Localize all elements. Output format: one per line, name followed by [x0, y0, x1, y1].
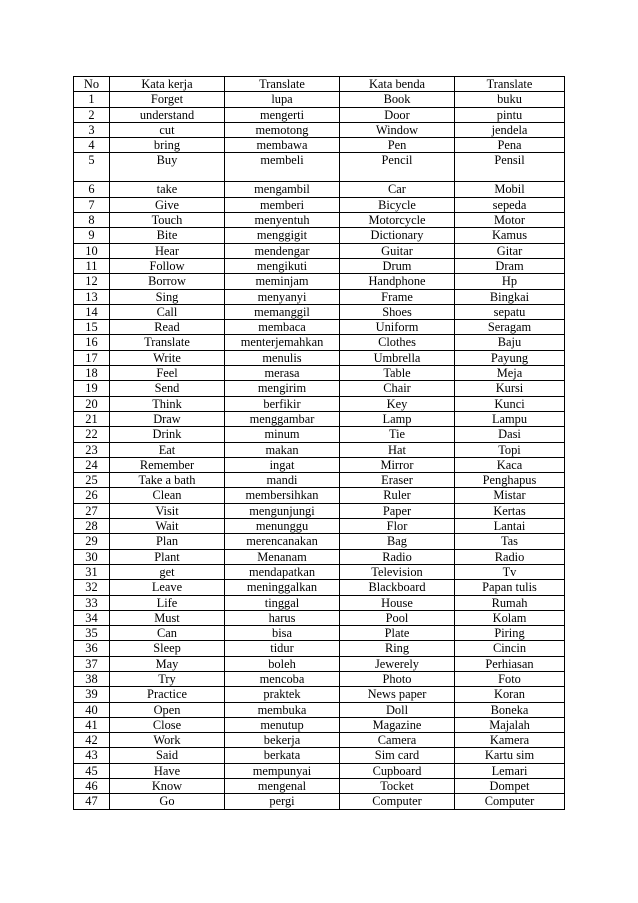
cell-noun: Umbrella — [340, 350, 455, 365]
header-noun-translate: Translate — [455, 77, 565, 92]
cell-verb-translate: meminjam — [225, 274, 340, 289]
cell-noun: Computer — [340, 794, 455, 809]
cell-noun: Uniform — [340, 320, 455, 335]
cell-noun: Radio — [340, 549, 455, 564]
cell-no: 35 — [74, 626, 110, 641]
cell-noun: Photo — [340, 671, 455, 686]
cell-verb: Sleep — [110, 641, 225, 656]
cell-noun-translate: Rumah — [455, 595, 565, 610]
cell-no: 6 — [74, 182, 110, 197]
vocabulary-table — [73, 76, 565, 810]
cell-verb: Draw — [110, 411, 225, 426]
cell-verb: Practice — [110, 687, 225, 702]
cell-no: 8 — [74, 213, 110, 228]
cell-noun-translate: sepeda — [455, 197, 565, 212]
cell-no: 17 — [74, 350, 110, 365]
cell-verb-translate: boleh — [225, 656, 340, 671]
table-row — [74, 656, 565, 671]
cell-verb: Call — [110, 304, 225, 319]
cell-verb: Can — [110, 626, 225, 641]
cell-verb-translate: menutup — [225, 717, 340, 732]
cell-no: 15 — [74, 320, 110, 335]
cell-no: 29 — [74, 534, 110, 549]
cell-noun: Doll — [340, 702, 455, 717]
cell-noun: Table — [340, 366, 455, 381]
cell-noun-translate: Payung — [455, 350, 565, 365]
cell-verb-translate: menulis — [225, 350, 340, 365]
cell-verb-translate: membawa — [225, 138, 340, 153]
cell-noun: Jewerely — [340, 656, 455, 671]
cell-noun-translate: sepatu — [455, 304, 565, 319]
table-row — [74, 274, 565, 289]
cell-no: 10 — [74, 243, 110, 258]
cell-verb-translate: mengirim — [225, 381, 340, 396]
cell-verb-translate: membuka — [225, 702, 340, 717]
cell-verb: Close — [110, 717, 225, 732]
cell-noun: Ruler — [340, 488, 455, 503]
cell-noun-translate: Perhiasan — [455, 656, 565, 671]
cell-noun: Tocket — [340, 779, 455, 794]
cell-noun-translate: Computer — [455, 794, 565, 809]
cell-verb: Eat — [110, 442, 225, 457]
table-body — [74, 92, 565, 809]
table-row — [74, 335, 565, 350]
cell-noun-translate: Gitar — [455, 243, 565, 258]
table-row — [74, 427, 565, 442]
cell-noun: Lamp — [340, 411, 455, 426]
cell-verb-translate: mengikuti — [225, 258, 340, 273]
cell-verb: Borrow — [110, 274, 225, 289]
cell-verb: Think — [110, 396, 225, 411]
cell-noun-translate: Tas — [455, 534, 565, 549]
cell-verb: Plan — [110, 534, 225, 549]
cell-no: 12 — [74, 274, 110, 289]
cell-verb: Forget — [110, 92, 225, 107]
table-row — [74, 381, 565, 396]
cell-noun-translate: Motor — [455, 213, 565, 228]
cell-verb: cut — [110, 122, 225, 137]
cell-verb-translate: mendengar — [225, 243, 340, 258]
cell-verb-translate: menggigit — [225, 228, 340, 243]
cell-verb-translate: tinggal — [225, 595, 340, 610]
cell-verb-translate: mengunjungi — [225, 503, 340, 518]
cell-noun-translate: Penghapus — [455, 473, 565, 488]
cell-verb: Buy — [110, 153, 225, 182]
cell-noun-translate: Mobil — [455, 182, 565, 197]
cell-noun-translate: Piring — [455, 626, 565, 641]
cell-noun-translate: Bingkai — [455, 289, 565, 304]
table-row — [74, 442, 565, 457]
table-row — [74, 671, 565, 686]
cell-noun-translate: Kertas — [455, 503, 565, 518]
cell-verb-translate: menyentuh — [225, 213, 340, 228]
cell-verb-translate: meninggalkan — [225, 580, 340, 595]
cell-no: 19 — [74, 381, 110, 396]
table-row — [74, 411, 565, 426]
cell-noun-translate: Kamera — [455, 733, 565, 748]
cell-noun-translate: Foto — [455, 671, 565, 686]
cell-noun-translate: Majalah — [455, 717, 565, 732]
cell-no: 47 — [74, 794, 110, 809]
cell-no: 31 — [74, 564, 110, 579]
cell-verb-translate: mandi — [225, 473, 340, 488]
cell-noun: House — [340, 595, 455, 610]
table-row — [74, 794, 565, 809]
cell-verb: Hear — [110, 243, 225, 258]
table-row — [74, 289, 565, 304]
table-row — [74, 213, 565, 228]
cell-no: 46 — [74, 779, 110, 794]
cell-noun: Window — [340, 122, 455, 137]
cell-noun: Motorcycle — [340, 213, 455, 228]
cell-no: 2 — [74, 107, 110, 122]
cell-no: 26 — [74, 488, 110, 503]
cell-no: 18 — [74, 366, 110, 381]
cell-noun: Clothes — [340, 335, 455, 350]
cell-noun-translate: Kamus — [455, 228, 565, 243]
table-row — [74, 138, 565, 153]
cell-noun-translate: Radio — [455, 549, 565, 564]
cell-no: 45 — [74, 763, 110, 778]
cell-verb: Clean — [110, 488, 225, 503]
cell-verb-translate: bisa — [225, 626, 340, 641]
cell-verb: Visit — [110, 503, 225, 518]
table-row — [74, 488, 565, 503]
table-row — [74, 503, 565, 518]
cell-noun-translate: Kursi — [455, 381, 565, 396]
cell-verb: Plant — [110, 549, 225, 564]
cell-verb: Give — [110, 197, 225, 212]
cell-no: 32 — [74, 580, 110, 595]
cell-verb: Bite — [110, 228, 225, 243]
table-row — [74, 779, 565, 794]
cell-verb-translate: lupa — [225, 92, 340, 107]
header-no: No — [74, 77, 110, 92]
cell-verb-translate: memotong — [225, 122, 340, 137]
cell-noun-translate: Baju — [455, 335, 565, 350]
cell-no: 33 — [74, 595, 110, 610]
header-noun: Kata benda — [340, 77, 455, 92]
table-row — [74, 320, 565, 335]
table-row — [74, 107, 565, 122]
cell-noun-translate: Papan tulis — [455, 580, 565, 595]
cell-no: 40 — [74, 702, 110, 717]
cell-verb-translate: memberi — [225, 197, 340, 212]
table-row — [74, 687, 565, 702]
cell-verb: Try — [110, 671, 225, 686]
cell-verb-translate: mendapatkan — [225, 564, 340, 579]
cell-noun: Pencil — [340, 153, 455, 182]
table-row — [74, 396, 565, 411]
cell-noun: Frame — [340, 289, 455, 304]
cell-no: 34 — [74, 610, 110, 625]
cell-verb-translate: memanggil — [225, 304, 340, 319]
header-verb: Kata kerja — [110, 77, 225, 92]
cell-noun: Pen — [340, 138, 455, 153]
cell-no: 23 — [74, 442, 110, 457]
cell-no: 24 — [74, 457, 110, 472]
cell-noun-translate: Lantai — [455, 519, 565, 534]
cell-noun-translate: Lampu — [455, 411, 565, 426]
table-row — [74, 595, 565, 610]
cell-noun: Magazine — [340, 717, 455, 732]
cell-noun: Car — [340, 182, 455, 197]
cell-noun: Chair — [340, 381, 455, 396]
table-row — [74, 92, 565, 107]
table-row — [74, 153, 565, 182]
cell-verb: May — [110, 656, 225, 671]
cell-noun-translate: Topi — [455, 442, 565, 457]
cell-no: 28 — [74, 519, 110, 534]
cell-no: 37 — [74, 656, 110, 671]
cell-noun-translate: Tv — [455, 564, 565, 579]
cell-verb-translate: berfikir — [225, 396, 340, 411]
cell-noun-translate: Dompet — [455, 779, 565, 794]
cell-noun: Bicycle — [340, 197, 455, 212]
table-row — [74, 243, 565, 258]
cell-no: 30 — [74, 549, 110, 564]
cell-verb: Wait — [110, 519, 225, 534]
table-row — [74, 519, 565, 534]
cell-verb: take — [110, 182, 225, 197]
table-row — [74, 534, 565, 549]
cell-noun: Ring — [340, 641, 455, 656]
cell-verb-translate: minum — [225, 427, 340, 442]
table-row — [74, 258, 565, 273]
cell-noun-translate: buku — [455, 92, 565, 107]
cell-noun: Plate — [340, 626, 455, 641]
table-row — [74, 580, 565, 595]
cell-noun: Key — [340, 396, 455, 411]
cell-verb-translate: tidur — [225, 641, 340, 656]
cell-verb: Go — [110, 794, 225, 809]
table-row — [74, 641, 565, 656]
table-row — [74, 763, 565, 778]
cell-no: 11 — [74, 258, 110, 273]
table-row — [74, 564, 565, 579]
cell-no: 22 — [74, 427, 110, 442]
cell-noun: Eraser — [340, 473, 455, 488]
cell-no: 38 — [74, 671, 110, 686]
cell-noun: Dictionary — [340, 228, 455, 243]
cell-noun-translate: Pena — [455, 138, 565, 153]
cell-verb: Drink — [110, 427, 225, 442]
cell-verb: Remember — [110, 457, 225, 472]
cell-noun: News paper — [340, 687, 455, 702]
cell-verb: bring — [110, 138, 225, 153]
cell-noun-translate: Boneka — [455, 702, 565, 717]
cell-noun: Pool — [340, 610, 455, 625]
table-row — [74, 702, 565, 717]
cell-no: 14 — [74, 304, 110, 319]
table-row — [74, 366, 565, 381]
cell-verb: get — [110, 564, 225, 579]
cell-noun: Blackboard — [340, 580, 455, 595]
cell-noun-translate: Meja — [455, 366, 565, 381]
cell-noun-translate: pintu — [455, 107, 565, 122]
cell-no: 43 — [74, 748, 110, 763]
cell-verb-translate: mengenal — [225, 779, 340, 794]
cell-verb-translate: mengambil — [225, 182, 340, 197]
cell-noun: Flor — [340, 519, 455, 534]
cell-verb-translate: merasa — [225, 366, 340, 381]
cell-no: 42 — [74, 733, 110, 748]
cell-noun-translate: Seragam — [455, 320, 565, 335]
cell-noun: Cupboard — [340, 763, 455, 778]
cell-no: 39 — [74, 687, 110, 702]
table-row — [74, 626, 565, 641]
cell-noun: Camera — [340, 733, 455, 748]
cell-verb: Must — [110, 610, 225, 625]
cell-verb: Send — [110, 381, 225, 396]
cell-verb-translate: pergi — [225, 794, 340, 809]
cell-no: 41 — [74, 717, 110, 732]
cell-verb: Life — [110, 595, 225, 610]
cell-noun: Guitar — [340, 243, 455, 258]
cell-noun: Handphone — [340, 274, 455, 289]
cell-verb: Feel — [110, 366, 225, 381]
cell-noun: Paper — [340, 503, 455, 518]
cell-verb-translate: mengerti — [225, 107, 340, 122]
cell-verb: Open — [110, 702, 225, 717]
cell-no: 13 — [74, 289, 110, 304]
table-row — [74, 182, 565, 197]
header-verb-translate: Translate — [225, 77, 340, 92]
cell-verb: Sing — [110, 289, 225, 304]
table-row — [74, 473, 565, 488]
cell-noun-translate: Kaca — [455, 457, 565, 472]
cell-no: 4 — [74, 138, 110, 153]
cell-noun: Shoes — [340, 304, 455, 319]
cell-noun: Mirror — [340, 457, 455, 472]
cell-no: 21 — [74, 411, 110, 426]
cell-no: 9 — [74, 228, 110, 243]
table-row — [74, 122, 565, 137]
cell-noun: Bag — [340, 534, 455, 549]
cell-no: 7 — [74, 197, 110, 212]
cell-verb-translate: Menanam — [225, 549, 340, 564]
table-row — [74, 610, 565, 625]
cell-no: 1 — [74, 92, 110, 107]
cell-noun-translate: Kartu sim — [455, 748, 565, 763]
cell-noun-translate: Hp — [455, 274, 565, 289]
cell-verb-translate: praktek — [225, 687, 340, 702]
table-row — [74, 304, 565, 319]
cell-verb-translate: membaca — [225, 320, 340, 335]
cell-noun: Door — [340, 107, 455, 122]
cell-noun-translate: Kolam — [455, 610, 565, 625]
cell-verb: Work — [110, 733, 225, 748]
cell-verb: Take a bath — [110, 473, 225, 488]
cell-verb-translate: menterjemahkan — [225, 335, 340, 350]
cell-no: 20 — [74, 396, 110, 411]
cell-noun-translate: Pensil — [455, 153, 565, 182]
cell-noun: Hat — [340, 442, 455, 457]
cell-verb: Touch — [110, 213, 225, 228]
cell-no: 25 — [74, 473, 110, 488]
cell-no: 3 — [74, 122, 110, 137]
cell-noun-translate: Dasi — [455, 427, 565, 442]
cell-verb-translate: berkata — [225, 748, 340, 763]
cell-no: 5 — [74, 153, 110, 182]
cell-verb: Have — [110, 763, 225, 778]
cell-verb-translate: merencanakan — [225, 534, 340, 549]
table-row — [74, 733, 565, 748]
cell-no: 16 — [74, 335, 110, 350]
cell-verb-translate: menggambar — [225, 411, 340, 426]
header-row — [74, 77, 565, 92]
cell-noun: Tie — [340, 427, 455, 442]
cell-verb-translate: menyanyi — [225, 289, 340, 304]
cell-noun: Sim card — [340, 748, 455, 763]
table-row — [74, 197, 565, 212]
cell-noun: Book — [340, 92, 455, 107]
cell-verb: Translate — [110, 335, 225, 350]
cell-verb-translate: mencoba — [225, 671, 340, 686]
cell-verb-translate: menunggu — [225, 519, 340, 534]
cell-verb-translate: membersihkan — [225, 488, 340, 503]
cell-verb-translate: membeli — [225, 153, 340, 182]
cell-noun: Television — [340, 564, 455, 579]
table-row — [74, 350, 565, 365]
cell-verb: Read — [110, 320, 225, 335]
cell-verb: Know — [110, 779, 225, 794]
table-row — [74, 549, 565, 564]
cell-verb-translate: harus — [225, 610, 340, 625]
cell-verb: understand — [110, 107, 225, 122]
cell-noun-translate: Lemari — [455, 763, 565, 778]
cell-noun-translate: Kunci — [455, 396, 565, 411]
cell-noun-translate: Cincin — [455, 641, 565, 656]
table-row — [74, 457, 565, 472]
cell-verb: Said — [110, 748, 225, 763]
cell-verb: Follow — [110, 258, 225, 273]
cell-noun-translate: Mistar — [455, 488, 565, 503]
cell-noun-translate: Koran — [455, 687, 565, 702]
cell-no: 36 — [74, 641, 110, 656]
table-row — [74, 228, 565, 243]
table-row — [74, 717, 565, 732]
cell-verb: Write — [110, 350, 225, 365]
cell-noun-translate: jendela — [455, 122, 565, 137]
table-row — [74, 748, 565, 763]
cell-noun: Drum — [340, 258, 455, 273]
cell-verb-translate: mempunyai — [225, 763, 340, 778]
cell-verb: Leave — [110, 580, 225, 595]
cell-verb-translate: ingat — [225, 457, 340, 472]
cell-noun-translate: Dram — [455, 258, 565, 273]
cell-no: 27 — [74, 503, 110, 518]
cell-verb-translate: makan — [225, 442, 340, 457]
cell-verb-translate: bekerja — [225, 733, 340, 748]
